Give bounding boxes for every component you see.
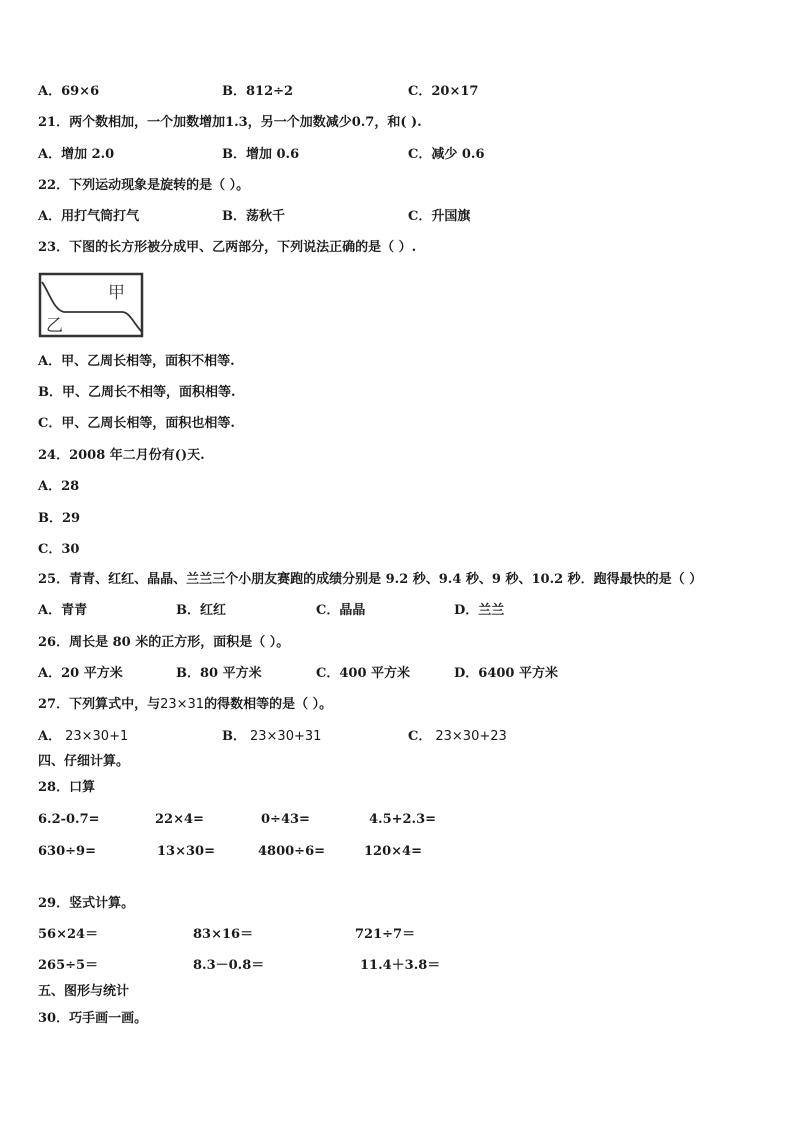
q26-option-b: B．80 平方米 [176, 666, 262, 681]
q27-option-a [38, 729, 128, 745]
figure-label-jia: 甲 [108, 283, 125, 303]
q28-item: 630÷9= [38, 844, 96, 859]
q27-text [38, 697, 332, 713]
q25-option-b: B．红红 [176, 603, 226, 618]
q29-item: 721÷7＝ [355, 927, 416, 942]
q23-option-c: C．甲、乙周长相等，面积也相等. [38, 416, 235, 431]
q28-item: 6.2-0.7= [38, 812, 100, 827]
figure-label-yi: 乙 [46, 316, 63, 336]
q28-item: 4800÷6= [258, 844, 326, 859]
q29-item: 8.3－0.8＝ [193, 958, 265, 973]
q28-item: 4.5+2.3= [369, 812, 437, 827]
q27-option-b-expr: 23×30+31 [250, 729, 322, 744]
q29-item: 265÷5＝ [38, 958, 99, 973]
q28-item: 0÷43= [261, 812, 310, 827]
q27-option-c-label: C． [408, 729, 432, 744]
q27-text-before: 27．下列算式中，与 [38, 697, 161, 712]
q27-text-after: 的得数相等的是（ ）。 [204, 697, 333, 712]
q22-option-b: B．荡秋千 [222, 209, 285, 224]
q23-text: 23．下图的长方形被分成甲、乙两部分，下列说法正确的是（ ）. [38, 240, 417, 255]
q27-option-b-label: B． [222, 729, 246, 744]
q30-text: 30．巧手画一画。 [38, 1011, 148, 1026]
q29-item: 56×24＝ [38, 927, 99, 942]
q20-option-a: A．69×6 [38, 84, 100, 99]
q21-option-b: B．增加 0.6 [222, 147, 300, 162]
section5-title: 五、图形与统计 [38, 984, 130, 999]
q28-item: 120×4= [364, 844, 422, 859]
q27-option-c [408, 729, 507, 745]
q21-text: 21．两个数相加，一个加数增加1.3，另一个加数减少0.7，和( ). [38, 115, 422, 130]
q24-option-a: A．28 [38, 479, 80, 494]
q27-expression: 23×31 [160, 697, 205, 712]
q24-text: 24．2008 年二月份有()天. [38, 448, 205, 463]
q21-option-a: A．增加 2.0 [38, 147, 115, 162]
q23-rectangle-figure [38, 272, 144, 338]
q29-item: 83×16＝ [193, 927, 254, 942]
q26-option-d: D．6400 平方米 [454, 666, 558, 681]
q25-option-a: A．青青 [38, 603, 88, 618]
q27-option-b [222, 729, 321, 745]
q29-item: 11.4＋3.8＝ [360, 958, 441, 973]
q25-option-c: C．晶晶 [316, 603, 366, 618]
q28-text: 28．口算 [38, 780, 96, 795]
q20-option-c: C．20×17 [408, 84, 479, 99]
q22-text: 22．下列运动现象是旋转的是（ ）。 [38, 178, 250, 193]
q23-option-b: B．甲、乙周长不相等，面积相等. [38, 385, 236, 400]
q26-option-c: C．400 平方米 [316, 666, 411, 681]
q28-item: 13×30= [157, 844, 215, 859]
q24-option-c: C．30 [38, 542, 80, 557]
q22-option-c: C．升国旗 [408, 209, 471, 224]
q25-option-d: D．兰兰 [454, 603, 505, 618]
q21-option-c: C．减少 0.6 [408, 147, 485, 162]
q28-item: 22×4= [155, 812, 204, 827]
q26-text: 26．周长是 80 米的正方形，面积是（ ）。 [38, 635, 290, 650]
section4-title: 四、仔细计算。 [38, 754, 130, 769]
q22-option-a: A．用打气筒打气 [38, 209, 140, 224]
q27-option-a-expr: 23×30+1 [65, 729, 129, 744]
q20-option-b: B．812÷2 [222, 84, 294, 99]
q27-option-c-expr: 23×30+23 [435, 729, 507, 744]
q23-option-a: A．甲、乙周长相等，面积不相等. [38, 354, 235, 369]
q24-option-b: B．29 [38, 511, 81, 526]
q27-option-a-label: A． [38, 729, 62, 744]
q26-option-a: A．20 平方米 [38, 666, 123, 681]
q25-text: 25．青青、红红、晶晶、兰兰三个小朋友赛跑的成绩分别是 9.2 秒、9.4 秒、9 秒、10.2 秒．跑得最快的是（ ） [38, 572, 703, 587]
q29-text: 29．竖式计算。 [38, 896, 135, 911]
